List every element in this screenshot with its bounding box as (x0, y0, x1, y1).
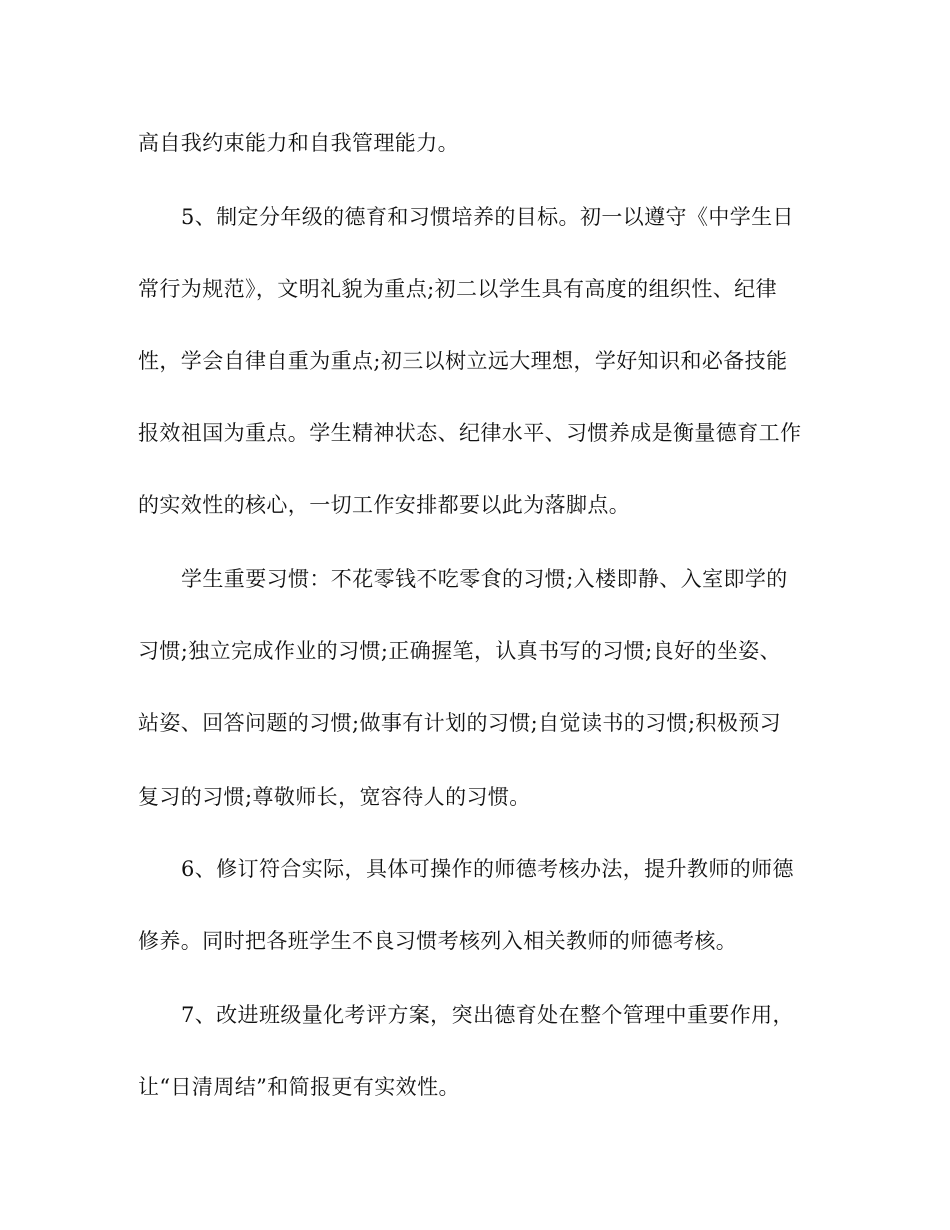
paragraph-line: 高自我约束能力和自我管理能力。 (138, 131, 459, 155)
paragraph-line: 复习的习惯;尊敬师长，宽容待人的习惯。 (138, 785, 531, 809)
paragraph-line: 性，学会自律自重为重点;初三以树立远大理想，学好知识和必备技能 (138, 349, 788, 373)
paragraph-line: 学生重要习惯：不花零钱不吃零食的习惯;入楼即静、入室即学的 (181, 567, 788, 591)
paragraph-line: 的实效性的核心，一切工作安排都要以此为落脚点。 (138, 493, 631, 517)
paragraph-line: 习惯;独立完成作业的习惯;正确握笔，认真书写的习惯;良好的坐姿、 (138, 639, 782, 663)
paragraph-line: 报效祖国为重点。学生精神状态、纪律水平、习惯养成是衡量德育工作 (138, 421, 802, 445)
paragraph-line: 6、修订符合实际，具体可操作的师德考核办法，提升教师的师德 (181, 857, 794, 881)
paragraph-line: 修养。同时把各班学生不良习惯考核列入相关教师的师德考核。 (138, 929, 738, 953)
paragraph-line: 站姿、回答问题的习惯;做事有计划的习惯;自觉读书的习惯;积极预习 (138, 711, 782, 735)
paragraph-line: 5、制定分年级的德育和习惯培养的目标。初一以遵守《中学生日 (181, 205, 794, 229)
paragraph-line: 让“日清周结”和简报更有实效性。 (138, 1075, 460, 1099)
paragraph-line: 7、改进班级量化考评方案，突出德育处在整个管理中重要作用， (181, 1003, 794, 1027)
paragraph-line: 常行为规范》，文明礼貌为重点;初二以学生具有高度的组织性、纪律 (138, 277, 777, 301)
